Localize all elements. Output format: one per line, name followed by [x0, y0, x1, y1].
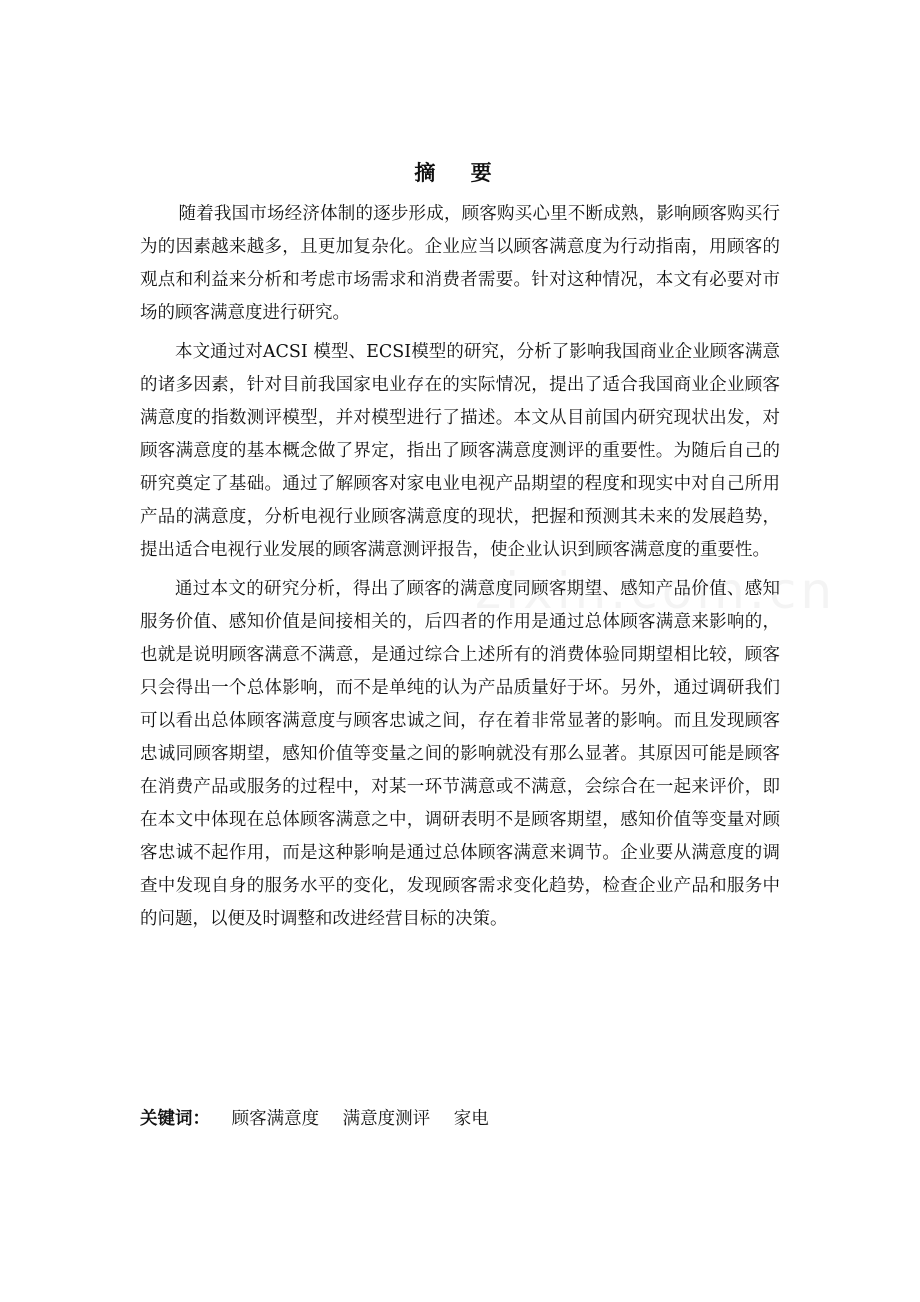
abstract-paragraph-3: 通过本文的研究分析，得出了顾客的满意度同顾客期望、感知产品价值、感知服务价值、感知价值是间接相关的，后四者的作用是通过总体顾客满意来影响的，也就是说明顾客满意不满意，是通过综合上述所有的消费体验同期望相比较，顾客只会得出一个总体影响，而不是单纯的认为产品质量好于坏。另外，通过调研我们可以看出总体顾客满意度与顾客忠诚之间，存在着非常显著的影响。而且发现顾客忠诚同顾客期望，感知价值等变量之间的影响就没有那么显著。其原因可能是顾客在消费产品或服务的过程中，对某一环节满意或不满意，会综合在一起来评价，即在本文中体现在总体顾客满意之中，调研表明不是顾客期望，感知价值等变量对顾客忠诚不起作用，而是这种影响是通过总体顾客满意来调节。企业要从满意度的调查中发现自身的服务水平的变化，发现顾客需求变化趋势，检查企业产品和服务中的问题，以便及时调整和改进经营目标的决策。 [140, 579, 780, 929]
keyword-item: 顾客满意度 [231, 1109, 320, 1129]
keywords-line [140, 1104, 507, 1134]
keyword-item: 家电 [453, 1109, 489, 1129]
abstract-body [140, 198, 780, 936]
abstract-paragraph-2: 本文通过对ACSI 模型、ECSI模型的研究，分析了影响我国商业企业顾客满意的诸多因素，针对目前我国家电业存在的实际情况，提出了适合我国商业企业顾客满意度的指数测评模型，并对模型进行了描述。本文从目前国内研究现状出发，对顾客满意度的基本概念做了界定，指出了顾客满意度测评的重要性。为随后自己的研究奠定了基础。通过了解顾客对家电业电视产品期望的程度和现实中对自己所用产品的满意度，分析电视行业顾客满意度的现状，把握和预测其未来的发展趋势，提出适合电视行业发展的顾客满意测评报告，使企业认识到顾客满意度的重要性。 [140, 342, 780, 560]
keywords-label: 关键词： [140, 1109, 210, 1129]
abstract-title: 摘 要 [414, 161, 506, 185]
keyword-item: 满意度测评 [342, 1109, 431, 1129]
abstract-paragraph-1: 随着我国市场经济体制的逐步形成，顾客购买心里不断成熟，影响顾客购买行为的因素越来越多，且更加复杂化。企业应当以顾客满意度为行动指南，用顾客的观点和利益来分析和考虑市场需求和消费者需要。针对这种情况，本文有必要对市场的顾客满意度进行研究。 [140, 204, 780, 323]
